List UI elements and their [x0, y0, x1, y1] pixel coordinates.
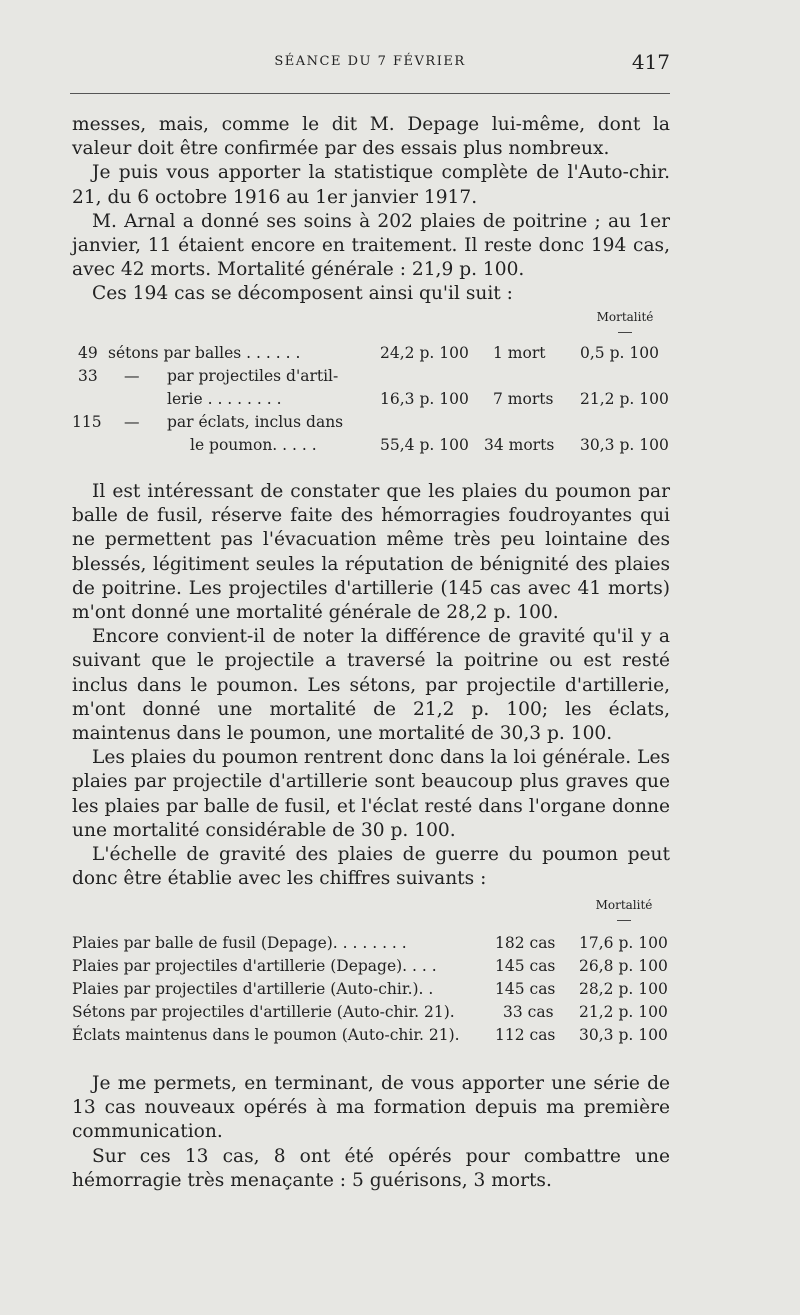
table1-mortality-header: Mortalité — [580, 310, 670, 333]
table-row: lerie . . . . . . . . 16,3 p. 100 7 morts 21,2 p. 100 — [167, 390, 669, 408]
table1 — [72, 344, 672, 459]
table-row: le poumon. . . . . 55,4 p. 100 34 morts 30,3 p. 100 — [190, 436, 669, 454]
paragraph: Encore convient-il de noter la différence de gravité qu'il y a suivant que le projectile a traversé la poitrine ou est resté inclus dans le poumon. Les sétons, par projectile d'artillerie, m'ont donné une mortalité de 21,2 p. 100; les éclats, maintenus dans le poumon, une mortalité de 30,3 p. 100. — [72, 626, 670, 745]
table-row: 33 — par projectiles d'artil- — [78, 367, 339, 385]
table-row: Sétons par projectiles d'artillerie (Auto-chir. 21). 33 cas 21,2 p. 100 — [72, 1003, 668, 1021]
table-row: Plaies par projectiles d'artillerie (Auto-chir.). . 145 cas 28,2 p. 100 — [72, 980, 668, 998]
table-row: 49 sétons par balles . . . . . . 24,2 p. 100 1 mort 0,5 p. 100 — [78, 344, 659, 362]
running-header — [70, 50, 670, 78]
text-block-bottom — [72, 1072, 670, 1193]
paragraph: Sur ces 13 cas, 8 ont été opérés pour combattre une hémorragie très menaçante : 5 guérisons, 3 morts. — [72, 1145, 670, 1191]
paragraph: M. Arnal a donné ses soins à 202 plaies de poitrine ; au 1er janvier, 11 étaient encore en traitement. Il reste donc 194 cas, avec 42 morts. Mortalité générale : 21,9 p. 100. — [72, 210, 670, 281]
paragraph: Je puis vous apporter la statistique complète de l'Auto-chir. 21, du 6 octobre 1916 au 1er janvier 1917. — [72, 162, 670, 208]
paragraph: messes, mais, comme le dit M. Depage lui-même, dont la valeur doit être confirmée par des essais plus nombreux. — [72, 114, 670, 160]
text-block-top — [72, 113, 670, 307]
table-row: Plaies par balle de fusil (Depage). . . . . . . . 182 cas 17,6 p. 100 — [72, 934, 668, 952]
table-row: 115 — par éclats, inclus dans — [72, 413, 344, 431]
header-rule — [70, 93, 670, 94]
paragraph: L'échelle de gravité des plaies de guerre du poumon peut donc être établie avec les chiffres suivants : — [72, 844, 670, 890]
table2 — [72, 934, 672, 1049]
paragraph: Les plaies du poumon rentrent donc dans la loi générale. Les plaies par projectile d'artillerie sont beaucoup plus graves que les plaies par balle de fusil, et l'éclat resté dans l'organe donne une mortalité considérable de 30 p. 100. — [72, 747, 670, 841]
paragraph: Ces 194 cas se décomposent ainsi qu'il suit : — [92, 283, 513, 305]
paragraph: Je me permets, en terminant, de vous apporter une série de 13 cas nouveaux opérés à ma formation depuis ma première communication. — [72, 1073, 670, 1143]
running-title: SÉANCE DU 7 FÉVRIER — [274, 54, 466, 69]
table-row: Éclats maintenus dans le poumon (Auto-chir. 21). 112 cas 30,3 p. 100 — [72, 1026, 668, 1044]
text-block-middle — [72, 480, 670, 891]
table-row: Plaies par projectiles d'artillerie (Depage). . . . 145 cas 26,8 p. 100 — [72, 957, 668, 975]
paragraph: Il est intéressant de constater que les plaies du poumon par balle de fusil, réserve faite des hémorragies foudroyantes qui ne permettent pas l'évacuation même très peu lointaine des blessés, légitiment seules la réputation de bénignité des plaies de poitrine. Les projectiles d'artillerie (145 cas avec 41 morts) m'ont donné une mortalité générale de 28,2 p. 100. — [72, 481, 670, 624]
page-number: 417 — [631, 50, 670, 74]
table2-mortality-header: Mortalité — [578, 898, 670, 921]
